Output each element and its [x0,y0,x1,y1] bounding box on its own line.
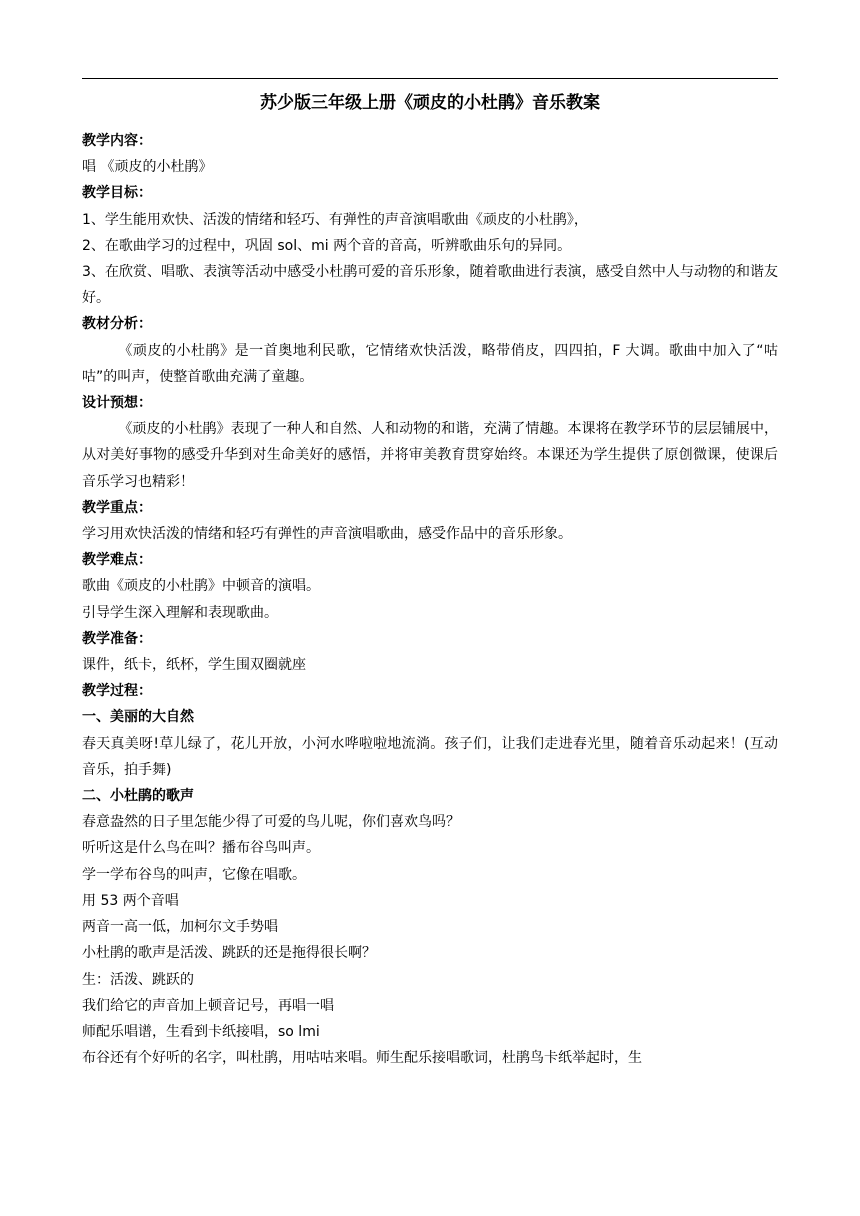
section-heading-analysis: 教材分析： [82,316,152,333]
cuckoo-song-line: 生：活泼、跳跃的 [82,971,194,988]
cuckoo-song-line: 小杜鹃的歌声是活泼、跳跃的还是拖得很长啊？ [82,945,376,962]
header-rule [82,78,778,79]
document-title: 苏少版三年级上册《顽皮的小杜鹃》音乐教案 [260,93,600,113]
cuckoo-song-line: 师配乐唱谱，生看到卡纸接唱，so lmi [82,1023,320,1040]
cuckoo-song-line: 用 53 两个音唱 [82,892,179,909]
section-heading-difficulties: 教学难点： [82,552,152,569]
document-body [82,128,778,1071]
cuckoo-song-line: 两音一高一低，加柯尔文手势唱 [82,919,278,936]
analysis-paragraph: 《顽皮的小杜鹃》是一首奥地利民歌，它情绪欢快活泼，略带俏皮，四四拍，F 大调。歌曲中加入了“咕咕”的叫声，使整首歌曲充满了童趣。 [82,342,778,385]
difficulty-item: 引导学生深入理解和表现歌曲。 [82,604,278,621]
design-paragraph: 《顽皮的小杜鹃》表现了一种人和自然、人和动物的和谐，充满了情趣。本课将在教学环节的层层铺展中，从对美好事物的感受升华到对生命美好的感悟，并将审美教育贯穿始终。本课还为学生提供了原创微课，使课后音乐学习也精彩！ [82,421,778,490]
section-heading-process: 教学过程： [82,683,152,700]
key-points-text: 学习用欢快活泼的情绪和轻巧有弹性的声音演唱歌曲，感受作品中的音乐形象。 [82,526,572,543]
cuckoo-song-line: 我们给它的声音加上顿音记号，再唱一唱 [82,997,334,1014]
preparation-text: 课件，纸卡，纸杯，学生围双圈就座 [82,657,306,674]
subsection-heading-cuckoo-song: 二、小杜鹃的歌声 [82,788,194,805]
cuckoo-song-line: 学一学布谷鸟的叫声，它像在唱歌。 [82,866,306,883]
section-heading-key-points: 教学重点： [82,499,152,516]
cuckoo-song-line: 春意盎然的日子里怎能少得了可爱的鸟儿呢，你们喜欢鸟吗？ [82,814,460,831]
section-heading-design: 设计预想： [82,395,152,412]
nature-paragraph: 春天真美呀!草儿绿了，花儿开放，小河水哗啦啦地流淌。孩子们，让我们走进春光里，随着音乐动起来！(互动音乐，拍手舞) [82,735,778,778]
cuckoo-song-line: 听听这是什么鸟在叫？播布谷鸟叫声。 [82,840,320,857]
goal-item: 1、学生能用欢快、活泼的情绪和轻巧、有弹性的声音演唱歌曲《顽皮的小杜鹃》， [82,211,588,228]
section-heading-preparation: 教学准备： [82,630,152,647]
section-heading-goals: 教学目标： [82,185,152,202]
goal-item: 3、在欣赏、唱歌、表演等活动中感受小杜鹃可爱的音乐形象，随着歌曲进行表演，感受自然中人与动物的和谐友好。 [82,264,778,307]
goal-item: 2、在歌曲学习的过程中，巩固 sol、mi 两个音的音高，听辨歌曲乐句的异同。 [82,237,572,254]
section-heading-content: 教学内容： [82,133,152,149]
content-text: 唱 《顽皮的小杜鹃》 [82,159,213,176]
subsection-heading-nature: 一、美丽的大自然 [82,709,194,726]
difficulty-item: 歌曲《顽皮的小杜鹃》中顿音的演唱。 [82,578,320,595]
cuckoo-song-line: 布谷还有个好听的名字，叫杜鹃，用咕咕来唱。师生配乐接唱歌词，杜鹃鸟卡纸举起时，生 [82,1050,642,1067]
